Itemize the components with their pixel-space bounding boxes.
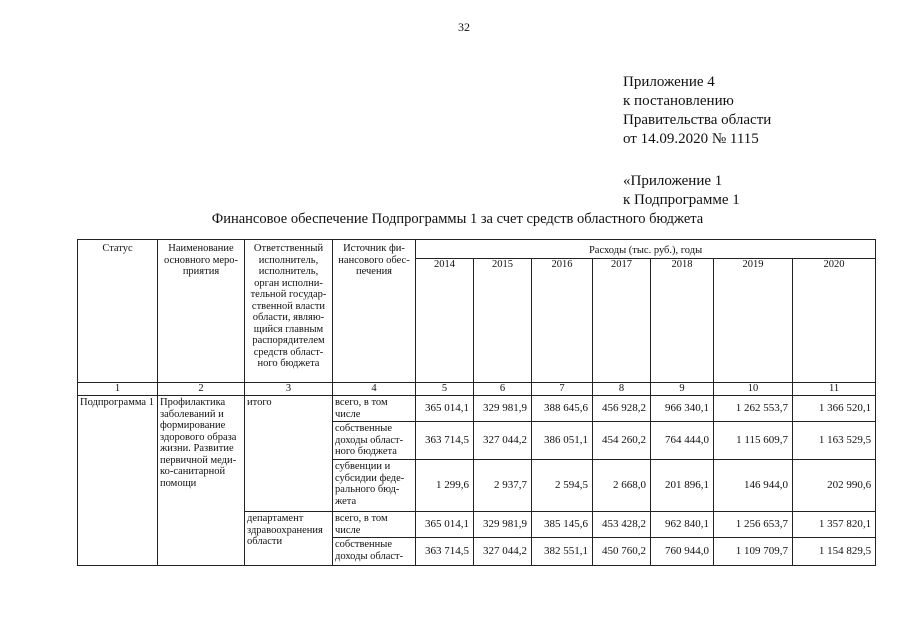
value-cell: 1 163 529,5: [793, 422, 876, 460]
value-cell: 201 896,1: [651, 460, 714, 512]
value-cell: 1 115 609,7: [714, 422, 793, 460]
value-cell: 1 154 829,5: [793, 538, 876, 566]
page-number: 32: [458, 20, 470, 34]
appendix-line: [623, 149, 771, 172]
appendix-reference: [623, 73, 771, 210]
header-year: 2017: [593, 259, 651, 383]
column-number: 1: [78, 383, 158, 396]
table-row: [78, 396, 876, 422]
header-year: 2015: [474, 259, 532, 383]
source-cell: всего, в том числе: [333, 396, 416, 422]
value-cell: 365 014,1: [416, 396, 474, 422]
value-cell: 382 551,1: [532, 538, 593, 566]
value-cell: 456 928,2: [593, 396, 651, 422]
executor-cell: департамент здравоохранения области: [245, 512, 333, 566]
value-cell: 363 714,5: [416, 422, 474, 460]
header-year: 2018: [651, 259, 714, 383]
appendix-line: от 14.09.2020 № 1115: [623, 131, 759, 147]
source-cell: собственные доходы област-ного бюджета: [333, 422, 416, 460]
value-cell: 327 044,2: [474, 422, 532, 460]
appendix-line: «Приложение 1: [623, 173, 723, 189]
value-cell: 1 109 709,7: [714, 538, 793, 566]
value-cell: 1 366 520,1: [793, 396, 876, 422]
value-cell: 764 444,0: [651, 422, 714, 460]
value-cell: 2 594,5: [532, 460, 593, 512]
header-measure: Наименование основного меро-приятия: [158, 240, 245, 383]
value-cell: 2 937,7: [474, 460, 532, 512]
header-year: 2016: [532, 259, 593, 383]
column-number: 9: [651, 383, 714, 396]
value-cell: 760 944,0: [651, 538, 714, 566]
column-number: 7: [532, 383, 593, 396]
value-cell: 966 340,1: [651, 396, 714, 422]
header-year: 2020: [793, 259, 876, 383]
value-cell: 450 760,2: [593, 538, 651, 566]
appendix-line: к постановлению: [623, 93, 734, 109]
value-cell: 388 645,6: [532, 396, 593, 422]
source-cell: всего, в том числе: [333, 512, 416, 538]
header-status: Статус: [78, 240, 158, 383]
executor-cell: итого: [245, 396, 333, 512]
document-title: Финансовое обеспечение Подпрограммы 1 за счет средств областного бюджета: [211, 211, 704, 227]
header-expenses: Расходы (тыс. руб.), годы: [416, 240, 876, 259]
value-cell: 1 357 820,1: [793, 512, 876, 538]
value-cell: 385 145,6: [532, 512, 593, 538]
value-cell: 1 256 653,7: [714, 512, 793, 538]
column-number: 3: [245, 383, 333, 396]
value-cell: 329 981,9: [474, 396, 532, 422]
column-number-row: [78, 383, 876, 396]
value-cell: 962 840,1: [651, 512, 714, 538]
value-cell: 202 990,6: [793, 460, 876, 512]
appendix-line: Правительства области: [623, 112, 772, 128]
column-number: 4: [333, 383, 416, 396]
column-number: 8: [593, 383, 651, 396]
source-cell: собственные доходы област-: [333, 538, 416, 566]
value-cell: 1 299,6: [416, 460, 474, 512]
value-cell: 365 014,1: [416, 512, 474, 538]
measure-cell: Профилактика заболеваний и формирование здорового образа жизни. Развитие первичной меди-ко-санитарной помощи: [158, 396, 245, 566]
value-cell: 386 051,1: [532, 422, 593, 460]
column-number: 5: [416, 383, 474, 396]
source-cell: субвенции и субсидии феде-рального бюд-жета: [333, 460, 416, 512]
status-cell: Подпрограмма 1: [78, 396, 158, 566]
column-number: 2: [158, 383, 245, 396]
value-cell: 327 044,2: [474, 538, 532, 566]
header-source: Источник фи-нансового обес-печения: [333, 240, 416, 383]
value-cell: 454 260,2: [593, 422, 651, 460]
header-executor: Ответственный исполнитель, исполнитель, орган исполни-тельной государ-ственной власти области, являю-щийся главным распорядителем средств област-ного бюджета: [245, 240, 333, 383]
header-year: 2019: [714, 259, 793, 383]
column-number: 6: [474, 383, 532, 396]
value-cell: 2 668,0: [593, 460, 651, 512]
appendix-line: к Подпрограмме 1: [623, 192, 740, 208]
value-cell: 146 944,0: [714, 460, 793, 512]
appendix-line: Приложение 4: [623, 74, 715, 90]
header-year: 2014: [416, 259, 474, 383]
value-cell: 363 714,5: [416, 538, 474, 566]
financing-table: [77, 239, 876, 566]
column-number: 11: [793, 383, 876, 396]
value-cell: 1 262 553,7: [714, 396, 793, 422]
value-cell: 453 428,2: [593, 512, 651, 538]
value-cell: 329 981,9: [474, 512, 532, 538]
column-number: 10: [714, 383, 793, 396]
